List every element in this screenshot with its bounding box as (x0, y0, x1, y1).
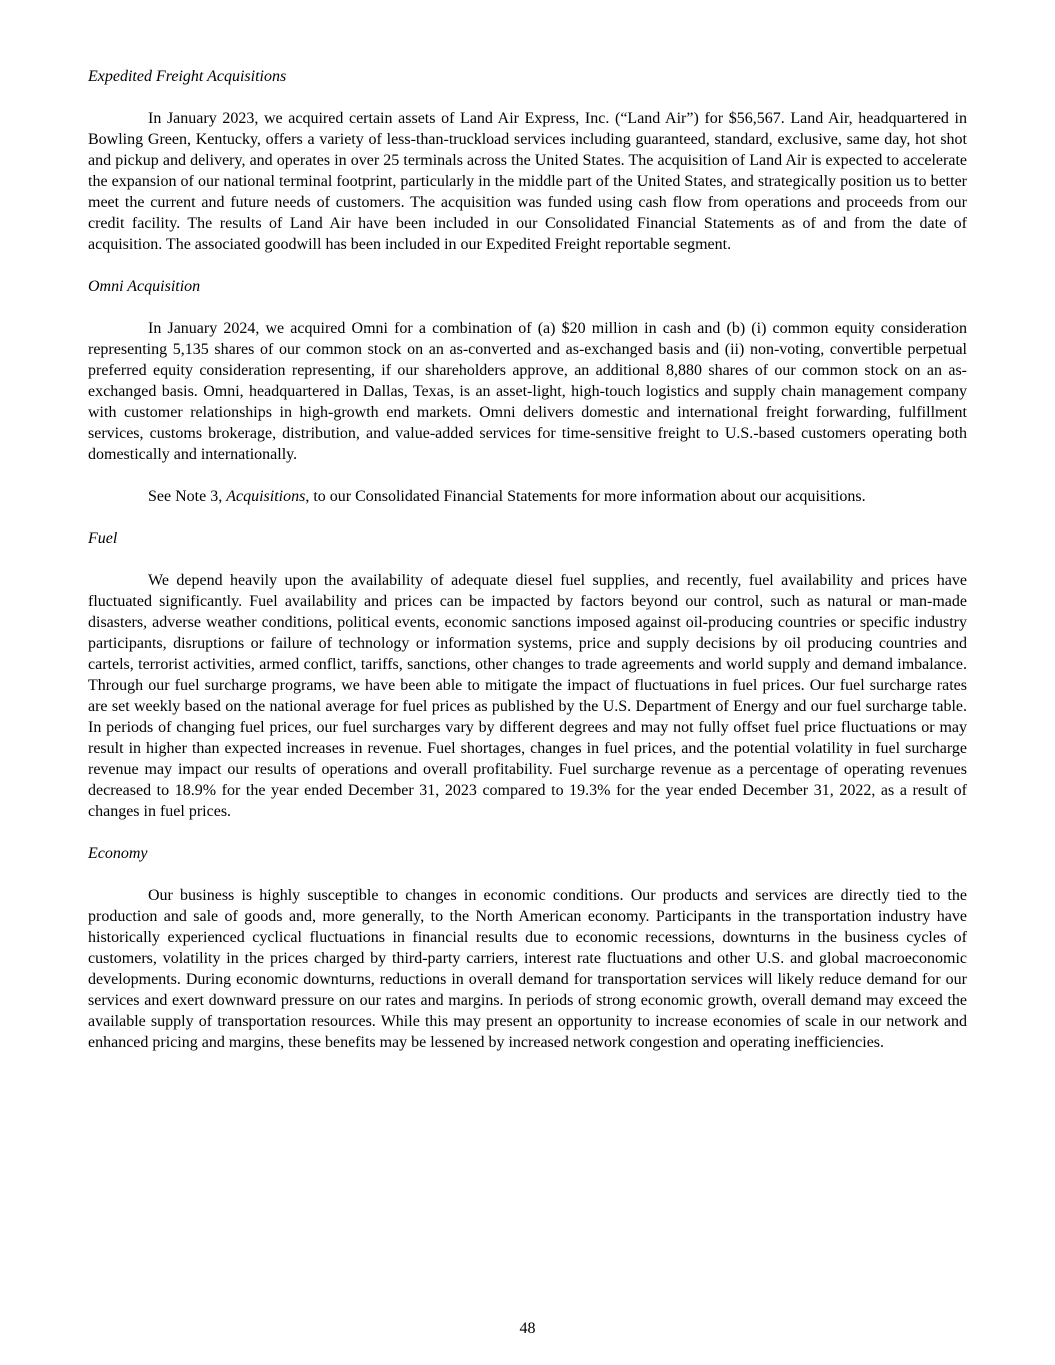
paragraph-fuel: We depend heavily upon the availability of adequate diesel fuel supplies, and recently, fuel availability and prices have fluctuated significantly. Fuel availability and prices can be impacted by factors beyond our control, such as natural or man-made disasters, adverse weather conditions, political events, economic sanctions imposed against oil-producing countries or specific industry participants, disruptions or failure of technology or information systems, price and supply decisions by oil producing countries and cartels, terrorist activities, armed conflict, tariffs, sanctions, other changes to trade agreements and world supply and demand imbalance. Through our fuel surcharge programs, we have been able to mitigate the impact of fluctuations in fuel prices. Our fuel surcharge rates are set weekly based on the national average for fuel prices as published by the U.S. Department of Energy and our fuel surcharge table. In periods of changing fuel prices, our fuel surcharges vary by different degrees and may not fully offset fuel price fluctuations or may result in higher than expected increases in revenue. Fuel shortages, changes in fuel prices, and the potential volatility in fuel surcharge revenue may impact our results of operations and overall profitability. Fuel surcharge revenue as a percentage of operating revenues decreased to 18.9% for the year ended December 31, 2023 compared to 19.3% for the year ended December 31, 2022, as a result of changes in fuel prices. (88, 572, 967, 820)
section-heading-expedited-freight-acquisitions: Expedited Freight Acquisitions (88, 68, 287, 85)
paragraph-expedited-freight: In January 2023, we acquired certain assets of Land Air Express, Inc. (“Land Air”) for $56,567. Land Air, headquartered in Bowling Green, Kentucky, offers a variety of less-than-truckload services including guaranteed, standard, exclusive, same day, hot shot and pickup and delivery, and operates in over 25 terminals across the United States. The acquisition of Land Air is expected to accelerate the expansion of our national terminal footprint, particularly in the middle part of the United States, and strategically position us to better meet the current and future needs of customers. The acquisition was funded using cash flow from operations and proceeds from our credit facility. The results of Land Air have been included in our Consolidated Financial Statements as of and from the date of acquisition. The associated goodwill has been included in our Expedited Freight reportable segment. (88, 110, 967, 253)
note-reference-title: Acquisitions (226, 488, 306, 505)
note-reference-paragraph (88, 486, 967, 507)
page-number: 48 (519, 1320, 536, 1337)
paragraph-economy: Our business is highly susceptible to changes in economic conditions. Our products and services are directly tied to the production and sale of goods and, more generally, to the North American economy. Participants in the transportation industry have historically experienced cyclical fluctuations in financial results due to economic recessions, downturns in the business cycles of customers, volatility in the prices charged by third-party carriers, interest rate fluctuations and other U.S. and global macroeconomic developments. During economic downturns, reductions in overall demand for transportation services will likely reduce demand for our services and exert downward pressure on our rates and margins. In periods of strong economic growth, overall demand may exceed the available supply of transportation resources. While this may present an opportunity to increase economies of scale in our network and enhanced pricing and margins, these benefits may be lessened by increased network congestion and operating inefficiencies. (88, 887, 967, 1051)
section-heading-fuel: Fuel (88, 530, 118, 547)
section-heading-omni-acquisition: Omni Acquisition (88, 278, 201, 295)
note-reference-suffix: , to our Consolidated Financial Statements for more information about our acquisitions. (305, 488, 866, 505)
section-heading-economy: Economy (88, 845, 148, 862)
paragraph-omni-acquisition: In January 2024, we acquired Omni for a combination of (a) $20 million in cash and (b) (i) common equity consideration representing 5,135 shares of our common stock on an as-converted and as-exchanged basis and (ii) non-voting, convertible perpetual preferred equity consideration representing, if our shareholders approve, an additional 8,880 shares of our common stock on an as-exchanged basis. Omni, headquartered in Dallas, Texas, is an asset-light, high-touch logistics and supply chain management company with customer relationships in high-growth end markets. Omni delivers domestic and international freight forwarding, fulfillment services, customs brokerage, distribution, and value-added services for time-sensitive freight to U.S.-based customers operating both domestically and internationally. (88, 320, 967, 463)
note-reference-prefix: See Note 3, (148, 488, 227, 505)
